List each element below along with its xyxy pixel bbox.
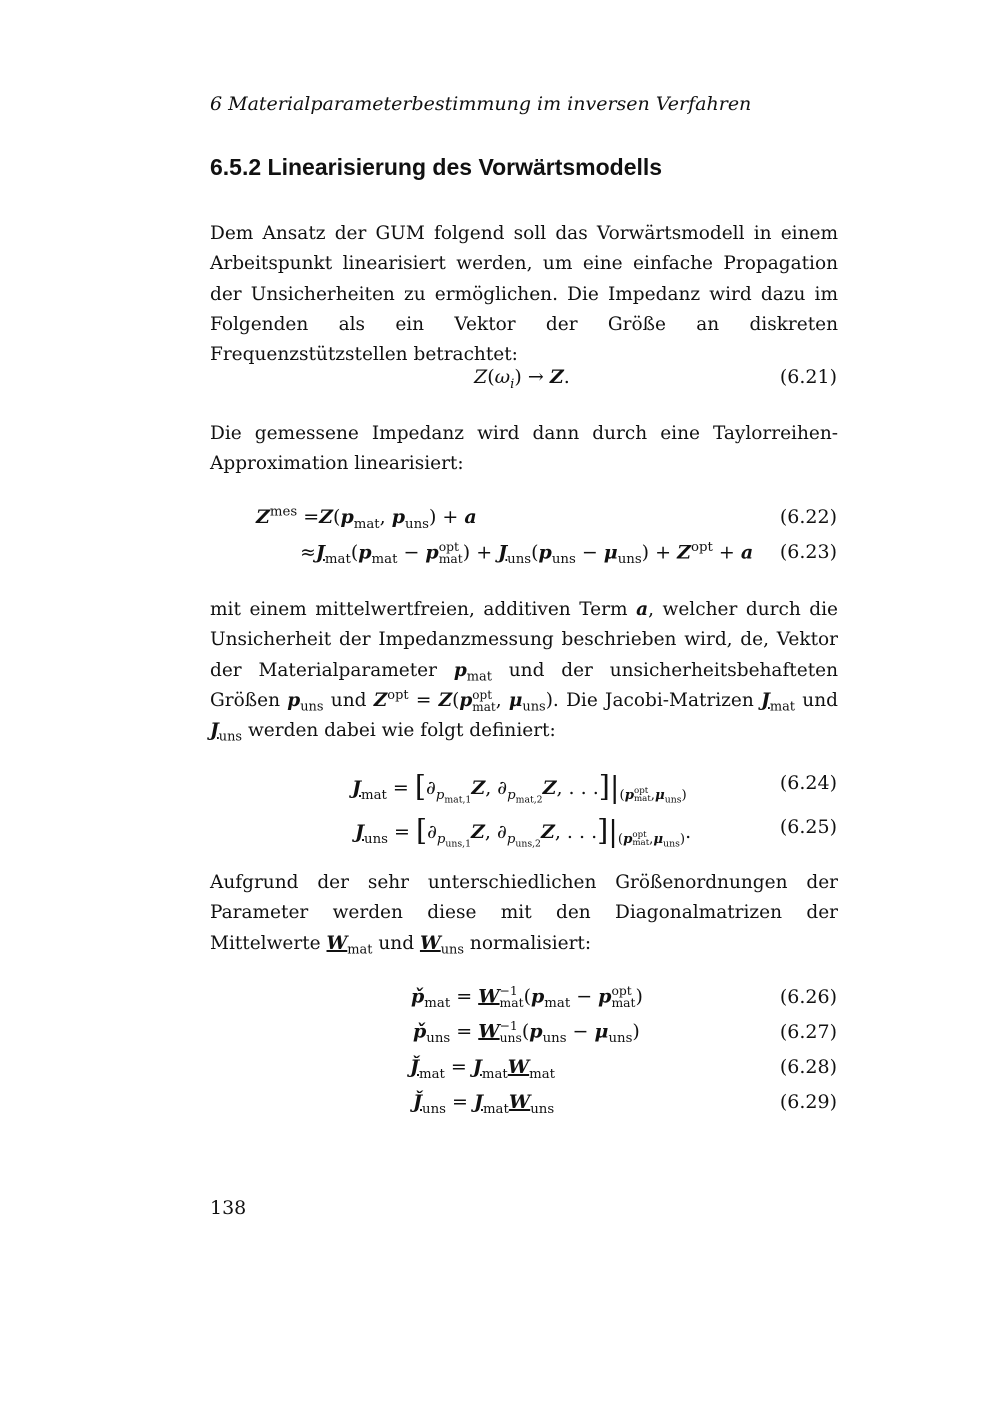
equation-number: (6.29)	[779, 1091, 837, 1113]
equation-number: (6.27)	[779, 1021, 837, 1043]
equation-number: (6.24)	[779, 772, 837, 794]
equation-6-24: $J_{mat} = [\partial_{p_{mat,1}}Z$, $\partial_{p_{mat,2}}Z$, . . $.]|_{(p opt mat ,\mu_{uns})}$	[352, 770, 687, 806]
paragraph-normalization: Aufgrund der sehr unterschiedlichen Größenordnungen der Parameter werden diese mit den Diagonalmatrizen der Mittelwerte $W_{mat}$ und $W_{uns}$ normalisiert:	[210, 872, 838, 958]
paragraph-definitions: mit einem mittelwertfreien, additiven Term a, welcher durch die Unsicherheit der Impedanzmessung beschrieben wird, de, Vektor der Materialparameter $p_{mat}$ und der unsicherheitsbehafteten Größen $p_{uns}$ und $Z^{opt} = Z(p$ opt mat , $\mu_{uns}$). Die Jacobi-Matrizen $J_{mat}$ und $J_{uns}$ werden dabei wie folgt definiert:	[210, 599, 838, 745]
section-heading: 6.5.2 Linearisierung des Vorwärtsmodells	[210, 154, 663, 180]
equation-number: (6.26)	[779, 986, 837, 1008]
running-head: 6 Materialparameterbestimmung im inversen Verfahren	[210, 93, 752, 115]
equation-6-29: $J̌_{uns} = J_{mat}W_{uns}$	[413, 1091, 555, 1117]
equation-number: (6.22)	[779, 506, 837, 528]
equation-6-26: $p̌_{mat} = W$ −1 mat ($p_{mat} - p$ opt mat )	[411, 984, 643, 1012]
paragraph-taylor: Die gemessene Impedanz wird dann durch eine Taylorreihen-Approximation linearisiert:	[210, 423, 838, 475]
equation-number: (6.28)	[779, 1056, 837, 1078]
paragraph-intro: Dem Ansatz der GUM folgend soll das Vorwärtsmodell in einem Arbeitspunkt linearisiert werden, um eine einfache Propagation der Unsicherheiten zu ermöglichen. Die Impedanz wird dazu im Folgenden als ein Vektor der Größe an diskreten Frequenzstützstellen betrachtet:	[210, 223, 838, 366]
equation-6-25: $J_{uns} = [\partial_{p_{uns,1}}Z$, $\partial_{p_{uns,2}}Z$, . . $.]|_{(p opt mat ,\mu_{uns})}$.	[355, 814, 692, 850]
page-number: 138	[210, 1197, 247, 1219]
equation-number: (6.25)	[779, 816, 837, 838]
equation-number: (6.23)	[779, 541, 837, 563]
equation-number: (6.21)	[779, 366, 837, 388]
equation-6-27: $p̌_{uns} = W$ −1 uns $(p_{uns} - \mu_{uns})$	[413, 1019, 640, 1047]
equation-6-21: $Z(\omega_i) \to Z$.	[474, 366, 570, 392]
equation-6-22: $Z^{mes} =Z(p_{mat}$, $p_{uns}) + a$	[256, 504, 477, 532]
equation-6-28: $J̌_{mat} = J_{mat}W_{mat}$	[410, 1056, 556, 1082]
equation-6-23: $\approx J_{mat}(p_{mat} - p$ opt mat ) + $J_{uns}(p_{uns} - \mu_{uns}) + Z^{opt} + a$	[300, 540, 754, 568]
